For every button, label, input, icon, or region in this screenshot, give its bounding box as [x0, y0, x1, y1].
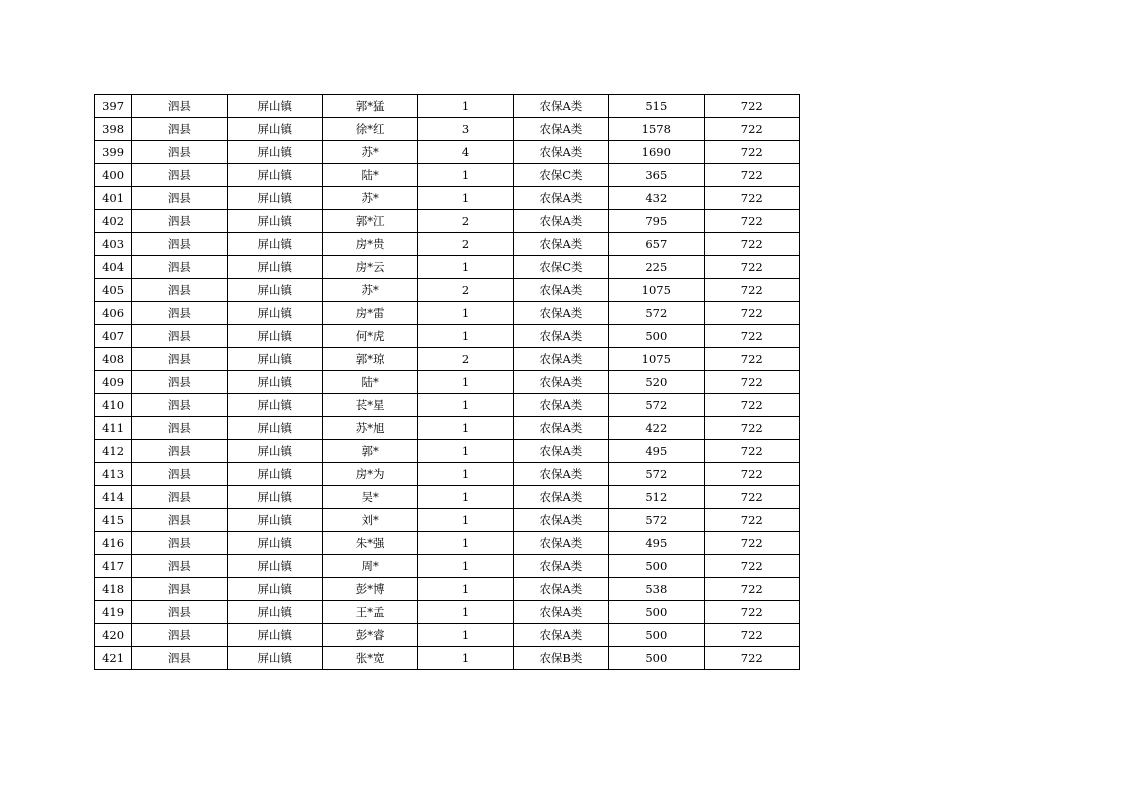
town-cell: 屏山镇 [227, 647, 322, 670]
standard-cell: 722 [704, 647, 800, 670]
amount-cell: 365 [609, 164, 704, 187]
county-cell: 泗县 [132, 486, 227, 509]
row-number-cell: 402 [95, 210, 132, 233]
standard-cell: 722 [704, 463, 800, 486]
name-cell: 徐*红 [322, 118, 417, 141]
household-size-cell: 2 [418, 233, 513, 256]
table-row [95, 440, 800, 463]
amount-cell: 500 [609, 555, 704, 578]
row-number-cell: 414 [95, 486, 132, 509]
town-cell: 屏山镇 [227, 486, 322, 509]
name-cell: 房*为 [322, 463, 417, 486]
amount-cell: 572 [609, 394, 704, 417]
amount-cell: 1075 [609, 279, 704, 302]
standard-cell: 722 [704, 348, 800, 371]
county-cell: 泗县 [132, 279, 227, 302]
household-size-cell: 1 [418, 95, 513, 118]
household-size-cell: 1 [418, 394, 513, 417]
table-row [95, 302, 800, 325]
amount-cell: 500 [609, 647, 704, 670]
standard-cell: 722 [704, 95, 800, 118]
insurance-type-cell: 农保B类 [513, 647, 608, 670]
insurance-type-cell: 农保A类 [513, 210, 608, 233]
name-cell: 苏* [322, 187, 417, 210]
town-cell: 屏山镇 [227, 440, 322, 463]
standard-cell: 722 [704, 233, 800, 256]
name-cell: 彭*睿 [322, 624, 417, 647]
row-number-cell: 403 [95, 233, 132, 256]
standard-cell: 722 [704, 394, 800, 417]
town-cell: 屏山镇 [227, 532, 322, 555]
household-size-cell: 1 [418, 302, 513, 325]
name-cell: 朱*强 [322, 532, 417, 555]
name-cell: 张*宽 [322, 647, 417, 670]
county-cell: 泗县 [132, 210, 227, 233]
amount-cell: 572 [609, 302, 704, 325]
name-cell: 郭*江 [322, 210, 417, 233]
county-cell: 泗县 [132, 394, 227, 417]
standard-cell: 722 [704, 624, 800, 647]
table-row [95, 394, 800, 417]
county-cell: 泗县 [132, 118, 227, 141]
amount-cell: 795 [609, 210, 704, 233]
name-cell: 苏*旭 [322, 417, 417, 440]
table-row [95, 118, 800, 141]
amount-cell: 538 [609, 578, 704, 601]
insurance-type-cell: 农保A类 [513, 187, 608, 210]
table-row [95, 279, 800, 302]
county-cell: 泗县 [132, 371, 227, 394]
town-cell: 屏山镇 [227, 624, 322, 647]
county-cell: 泗县 [132, 233, 227, 256]
table-row [95, 233, 800, 256]
town-cell: 屏山镇 [227, 371, 322, 394]
household-size-cell: 1 [418, 164, 513, 187]
amount-cell: 657 [609, 233, 704, 256]
insurance-type-cell: 农保A类 [513, 463, 608, 486]
household-size-cell: 1 [418, 555, 513, 578]
household-size-cell: 2 [418, 279, 513, 302]
county-cell: 泗县 [132, 95, 227, 118]
row-number-cell: 419 [95, 601, 132, 624]
table-row [95, 210, 800, 233]
household-size-cell: 1 [418, 601, 513, 624]
name-cell: 陆* [322, 164, 417, 187]
household-size-cell: 1 [418, 256, 513, 279]
table-row [95, 601, 800, 624]
insurance-type-cell: 农保A类 [513, 279, 608, 302]
insurance-type-cell: 农保A类 [513, 417, 608, 440]
name-cell: 陆* [322, 371, 417, 394]
household-size-cell: 1 [418, 624, 513, 647]
insurance-type-cell: 农保C类 [513, 256, 608, 279]
insurance-type-cell: 农保A类 [513, 509, 608, 532]
row-number-cell: 416 [95, 532, 132, 555]
standard-cell: 722 [704, 279, 800, 302]
amount-cell: 495 [609, 532, 704, 555]
town-cell: 屏山镇 [227, 348, 322, 371]
insurance-type-cell: 农保A类 [513, 95, 608, 118]
town-cell: 屏山镇 [227, 578, 322, 601]
insurance-type-cell: 农保A类 [513, 394, 608, 417]
town-cell: 屏山镇 [227, 141, 322, 164]
name-cell: 房*雷 [322, 302, 417, 325]
name-cell: 房*云 [322, 256, 417, 279]
county-cell: 泗县 [132, 325, 227, 348]
household-size-cell: 1 [418, 647, 513, 670]
row-number-cell: 409 [95, 371, 132, 394]
row-number-cell: 410 [95, 394, 132, 417]
standard-cell: 722 [704, 371, 800, 394]
standard-cell: 722 [704, 118, 800, 141]
household-size-cell: 1 [418, 509, 513, 532]
standard-cell: 722 [704, 187, 800, 210]
amount-cell: 422 [609, 417, 704, 440]
town-cell: 屏山镇 [227, 95, 322, 118]
insurance-type-cell: 农保A类 [513, 578, 608, 601]
town-cell: 屏山镇 [227, 417, 322, 440]
standard-cell: 722 [704, 302, 800, 325]
table-row [95, 417, 800, 440]
row-number-cell: 413 [95, 463, 132, 486]
household-size-cell: 2 [418, 348, 513, 371]
town-cell: 屏山镇 [227, 187, 322, 210]
amount-cell: 225 [609, 256, 704, 279]
insurance-type-cell: 农保A类 [513, 325, 608, 348]
table-row [95, 164, 800, 187]
county-cell: 泗县 [132, 463, 227, 486]
town-cell: 屏山镇 [227, 555, 322, 578]
name-cell: 刘* [322, 509, 417, 532]
household-size-cell: 1 [418, 578, 513, 601]
town-cell: 屏山镇 [227, 118, 322, 141]
beneficiary-table [94, 94, 800, 670]
row-number-cell: 420 [95, 624, 132, 647]
town-cell: 屏山镇 [227, 302, 322, 325]
insurance-type-cell: 农保A类 [513, 532, 608, 555]
name-cell: 苏* [322, 141, 417, 164]
table-row [95, 532, 800, 555]
county-cell: 泗县 [132, 647, 227, 670]
standard-cell: 722 [704, 210, 800, 233]
town-cell: 屏山镇 [227, 164, 322, 187]
amount-cell: 515 [609, 95, 704, 118]
table-row [95, 325, 800, 348]
insurance-type-cell: 农保A类 [513, 348, 608, 371]
county-cell: 泗县 [132, 302, 227, 325]
household-size-cell: 1 [418, 371, 513, 394]
row-number-cell: 412 [95, 440, 132, 463]
standard-cell: 722 [704, 486, 800, 509]
amount-cell: 500 [609, 624, 704, 647]
table-row [95, 486, 800, 509]
name-cell: 郭*琼 [322, 348, 417, 371]
name-cell: 房*贵 [322, 233, 417, 256]
table-row [95, 463, 800, 486]
amount-cell: 495 [609, 440, 704, 463]
standard-cell: 722 [704, 164, 800, 187]
county-cell: 泗县 [132, 417, 227, 440]
insurance-type-cell: 农保A类 [513, 141, 608, 164]
standard-cell: 722 [704, 440, 800, 463]
table-row [95, 624, 800, 647]
row-number-cell: 400 [95, 164, 132, 187]
table-row [95, 647, 800, 670]
county-cell: 泗县 [132, 187, 227, 210]
row-number-cell: 406 [95, 302, 132, 325]
insurance-type-cell: 农保A类 [513, 233, 608, 256]
household-size-cell: 2 [418, 210, 513, 233]
town-cell: 屏山镇 [227, 279, 322, 302]
row-number-cell: 415 [95, 509, 132, 532]
insurance-type-cell: 农保A类 [513, 624, 608, 647]
row-number-cell: 398 [95, 118, 132, 141]
household-size-cell: 1 [418, 325, 513, 348]
amount-cell: 572 [609, 509, 704, 532]
county-cell: 泗县 [132, 348, 227, 371]
county-cell: 泗县 [132, 578, 227, 601]
town-cell: 屏山镇 [227, 325, 322, 348]
standard-cell: 722 [704, 256, 800, 279]
county-cell: 泗县 [132, 555, 227, 578]
standard-cell: 722 [704, 555, 800, 578]
table-row [95, 256, 800, 279]
row-number-cell: 411 [95, 417, 132, 440]
amount-cell: 432 [609, 187, 704, 210]
insurance-type-cell: 农保C类 [513, 164, 608, 187]
standard-cell: 722 [704, 532, 800, 555]
county-cell: 泗县 [132, 601, 227, 624]
standard-cell: 722 [704, 509, 800, 532]
amount-cell: 500 [609, 325, 704, 348]
town-cell: 屏山镇 [227, 394, 322, 417]
name-cell: 郭*猛 [322, 95, 417, 118]
county-cell: 泗县 [132, 624, 227, 647]
row-number-cell: 404 [95, 256, 132, 279]
standard-cell: 722 [704, 578, 800, 601]
table-row [95, 555, 800, 578]
household-size-cell: 1 [418, 486, 513, 509]
county-cell: 泗县 [132, 509, 227, 532]
row-number-cell: 399 [95, 141, 132, 164]
standard-cell: 722 [704, 325, 800, 348]
table-row [95, 348, 800, 371]
county-cell: 泗县 [132, 532, 227, 555]
row-number-cell: 401 [95, 187, 132, 210]
table-row [95, 371, 800, 394]
row-number-cell: 397 [95, 95, 132, 118]
amount-cell: 572 [609, 463, 704, 486]
row-number-cell: 405 [95, 279, 132, 302]
household-size-cell: 1 [418, 187, 513, 210]
household-size-cell: 1 [418, 463, 513, 486]
name-cell: 彭*博 [322, 578, 417, 601]
name-cell: 吴* [322, 486, 417, 509]
county-cell: 泗县 [132, 256, 227, 279]
table-row [95, 187, 800, 210]
insurance-type-cell: 农保A类 [513, 486, 608, 509]
insurance-type-cell: 农保A类 [513, 440, 608, 463]
insurance-type-cell: 农保A类 [513, 371, 608, 394]
table-row [95, 509, 800, 532]
household-size-cell: 1 [418, 532, 513, 555]
county-cell: 泗县 [132, 164, 227, 187]
household-size-cell: 3 [418, 118, 513, 141]
name-cell: 苏* [322, 279, 417, 302]
row-number-cell: 408 [95, 348, 132, 371]
standard-cell: 722 [704, 141, 800, 164]
table-row [95, 95, 800, 118]
insurance-type-cell: 农保A类 [513, 601, 608, 624]
insurance-type-cell: 农保A类 [513, 302, 608, 325]
household-size-cell: 1 [418, 440, 513, 463]
amount-cell: 1690 [609, 141, 704, 164]
row-number-cell: 418 [95, 578, 132, 601]
household-size-cell: 1 [418, 417, 513, 440]
amount-cell: 500 [609, 601, 704, 624]
insurance-type-cell: 农保A类 [513, 118, 608, 141]
town-cell: 屏山镇 [227, 210, 322, 233]
standard-cell: 722 [704, 601, 800, 624]
amount-cell: 1075 [609, 348, 704, 371]
amount-cell: 512 [609, 486, 704, 509]
amount-cell: 1578 [609, 118, 704, 141]
name-cell: 何*虎 [322, 325, 417, 348]
town-cell: 屏山镇 [227, 233, 322, 256]
table-body [95, 95, 800, 670]
row-number-cell: 417 [95, 555, 132, 578]
amount-cell: 520 [609, 371, 704, 394]
row-number-cell: 421 [95, 647, 132, 670]
standard-cell: 722 [704, 417, 800, 440]
household-size-cell: 4 [418, 141, 513, 164]
county-cell: 泗县 [132, 440, 227, 463]
town-cell: 屏山镇 [227, 256, 322, 279]
name-cell: 王*孟 [322, 601, 417, 624]
county-cell: 泗县 [132, 141, 227, 164]
town-cell: 屏山镇 [227, 509, 322, 532]
table-row [95, 141, 800, 164]
insurance-type-cell: 农保A类 [513, 555, 608, 578]
name-cell: 周* [322, 555, 417, 578]
town-cell: 屏山镇 [227, 601, 322, 624]
name-cell: 苌*星 [322, 394, 417, 417]
table-row [95, 578, 800, 601]
town-cell: 屏山镇 [227, 463, 322, 486]
name-cell: 郭* [322, 440, 417, 463]
row-number-cell: 407 [95, 325, 132, 348]
